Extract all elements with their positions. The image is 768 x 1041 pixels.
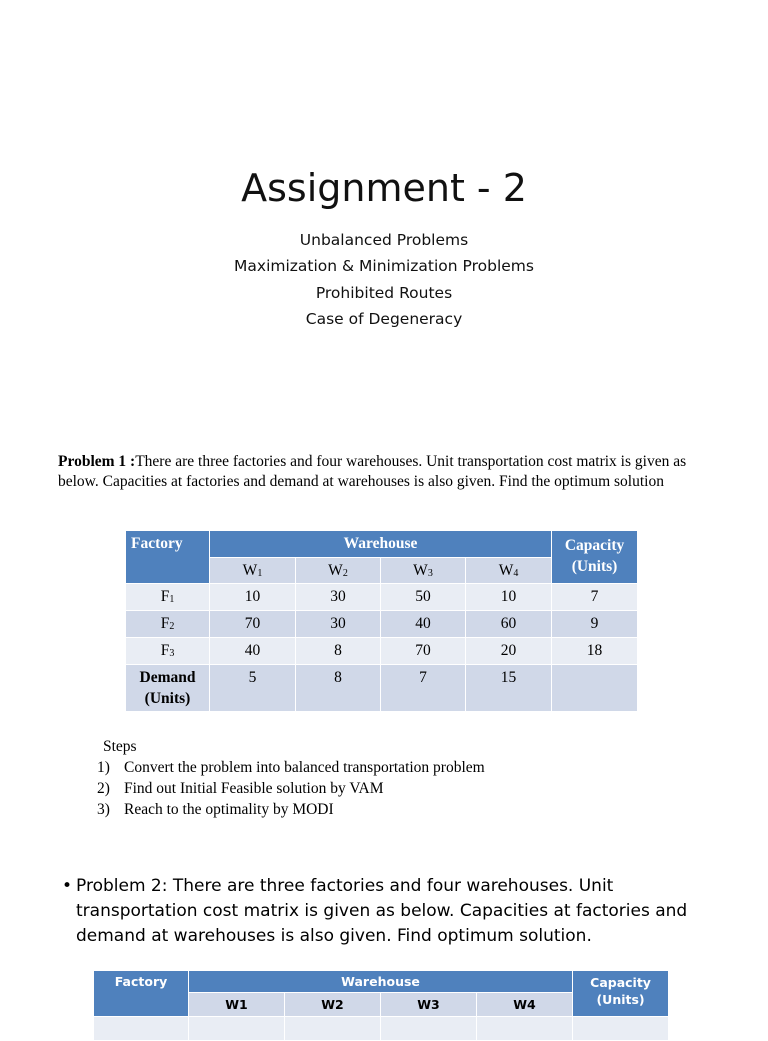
table-row: [126, 611, 638, 638]
capacity-header: Capacity (Units): [552, 531, 638, 584]
step-text: Find out Initial Feasible solution by VAM: [124, 780, 384, 797]
subtitle-item: Unbalanced Problems: [299, 231, 469, 249]
empty-cell: [552, 665, 638, 712]
warehouse-w4-header: W4: [477, 993, 573, 1017]
warehouse-w1-header: W1: [189, 993, 285, 1017]
problem1-label: Problem 1 :: [58, 453, 136, 470]
subtitle-list: [0, 227, 768, 332]
cut-off-cell: [94, 1017, 189, 1041]
cut-off-cell: [573, 1017, 669, 1041]
warehouse-header: Warehouse: [210, 531, 552, 558]
capacity-cell: 18: [552, 638, 638, 665]
factory-header: Factory: [94, 971, 189, 1017]
warehouse-w4-header: $W_4$: [466, 558, 552, 584]
list-item: [97, 799, 697, 820]
cost-cell: 40: [381, 611, 466, 638]
warehouse-w3-header: W3: [381, 993, 477, 1017]
step-text: Convert the problem into balanced transportation problem: [124, 759, 485, 776]
table-row: [126, 638, 638, 665]
cost-cell: 20: [466, 638, 552, 665]
capacity-cell: 9: [552, 611, 638, 638]
warehouse-header: Warehouse: [189, 971, 573, 993]
warehouse-w1-header: $W_1$: [210, 558, 296, 584]
factory-header: Factory: [126, 531, 210, 584]
cost-cell: 50: [381, 584, 466, 611]
warehouse-w2-header: $W_2$: [296, 558, 381, 584]
capacity-cell: 7: [552, 584, 638, 611]
step-number: 1): [97, 759, 110, 776]
cost-cell: 30: [296, 611, 381, 638]
cost-cell: 30: [296, 584, 381, 611]
list-item: [97, 778, 697, 799]
cut-off-cell: [285, 1017, 381, 1041]
factory-f2-label: $F_2$: [126, 611, 210, 638]
cost-cell: 10: [466, 584, 552, 611]
demand-cell: 7: [381, 665, 466, 712]
step-text: Reach to the optimality by MODI: [124, 801, 334, 818]
step-number: 3): [97, 801, 110, 818]
cost-cell: 70: [210, 611, 296, 638]
problem1-cost-table: [125, 530, 638, 712]
cost-cell: 60: [466, 611, 552, 638]
cut-off-cell: [189, 1017, 285, 1041]
demand-row: [126, 665, 638, 712]
problem2-statement: [62, 874, 722, 949]
bullet-icon: •: [62, 876, 73, 896]
subtitle-item: Maximization & Minimization Problems: [234, 257, 534, 276]
table-row: [126, 584, 638, 611]
subtitle-item: Case of Degeneracy: [305, 309, 463, 328]
list-item: [97, 757, 697, 778]
steps-title: Steps: [103, 738, 137, 755]
page-title: Assignment - 2: [241, 166, 527, 210]
factory-f3-label: $F_3$: [126, 638, 210, 665]
cost-cell: 10: [210, 584, 296, 611]
problem2-cost-table: [93, 970, 669, 1041]
subtitle-item: Prohibited Routes: [315, 283, 453, 302]
demand-label: Demand (Units): [126, 665, 210, 712]
cost-cell: 40: [210, 638, 296, 665]
step-number: 2): [97, 780, 110, 797]
table-row: [94, 1017, 669, 1041]
problem2-text: Problem 2: There are three factories and four warehouses. Unit transportation cost matrix is given as below. Capacities at factories and demand at warehouses is also given. Find optimum solution.: [76, 876, 688, 946]
steps-list: [97, 736, 697, 820]
warehouse-w3-header: $W_3$: [381, 558, 466, 584]
factory-f1-label: $F_1$: [126, 584, 210, 611]
problem1-statement: [58, 452, 728, 491]
capacity-header: Capacity (Units): [573, 971, 669, 1017]
demand-cell: 5: [210, 665, 296, 712]
cost-cell: 8: [296, 638, 381, 665]
cost-cell: 70: [381, 638, 466, 665]
cut-off-cell: [477, 1017, 573, 1041]
cut-off-cell: [381, 1017, 477, 1041]
warehouse-w2-header: W2: [285, 993, 381, 1017]
demand-cell: 15: [466, 665, 552, 712]
demand-cell: 8: [296, 665, 381, 712]
problem1-text: There are three factories and four warehouses. Unit transportation cost matrix is given as below. Capacities at factories and demand at warehouses is also given. Find the optimum solution: [58, 453, 687, 490]
